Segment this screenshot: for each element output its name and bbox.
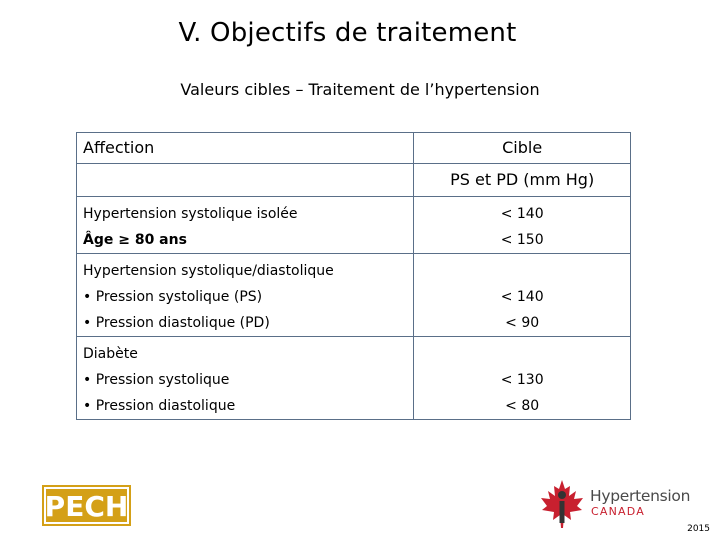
header-affection-cell <box>77 133 414 164</box>
maple-leaf-icon <box>536 478 588 530</box>
year-label: 2015 <box>687 524 710 534</box>
slide-title: V. Objectifs de traitement <box>178 18 517 48</box>
hypertension-logo-text: Hypertension <box>590 487 691 505</box>
target-cell <box>414 337 631 420</box>
condition-line: Hypertension systolique isolée <box>83 206 298 222</box>
target-cell <box>414 197 631 254</box>
header-affection: Affection <box>83 138 155 157</box>
table-header-row-2 <box>77 164 631 197</box>
target-value: < 150 <box>500 232 544 248</box>
canada-logo-text: CANADA <box>591 505 645 518</box>
condition-line: Âge ≥ 80 ans <box>83 232 187 248</box>
condition-line: Hypertension systolique/diastolique <box>83 263 334 279</box>
table-row <box>77 337 631 420</box>
targets-table <box>76 132 631 420</box>
target-value: < 80 <box>505 398 540 414</box>
condition-cell <box>77 254 414 337</box>
pech-logo <box>42 485 132 527</box>
header-units: PS et PD (mm Hg) <box>450 170 595 189</box>
table-row <box>77 197 631 254</box>
slide-subtitle: Valeurs cibles – Traitement de l’hypertension <box>180 80 540 99</box>
table-row <box>77 254 631 337</box>
condition-cell <box>77 197 414 254</box>
header-empty-cell <box>77 164 414 197</box>
header-cible-cell <box>414 133 631 164</box>
header-units-cell <box>414 164 631 197</box>
target-value: < 130 <box>500 372 544 388</box>
condition-line: • Pression diastolique (PD) <box>83 315 270 331</box>
condition-line: Diabète <box>83 346 138 362</box>
target-cell <box>414 254 631 337</box>
target-value: < 140 <box>500 206 544 222</box>
target-value: < 140 <box>500 289 544 305</box>
header-cible: Cible <box>502 138 543 157</box>
condition-line: • Pression diastolique <box>83 398 236 414</box>
condition-line: • Pression systolique (PS) <box>83 289 263 305</box>
condition-cell <box>77 337 414 420</box>
table-header-row <box>77 133 631 164</box>
pech-logo-text: PECH <box>44 490 129 523</box>
target-value: < 90 <box>505 315 540 331</box>
condition-line: • Pression systolique <box>83 372 230 388</box>
